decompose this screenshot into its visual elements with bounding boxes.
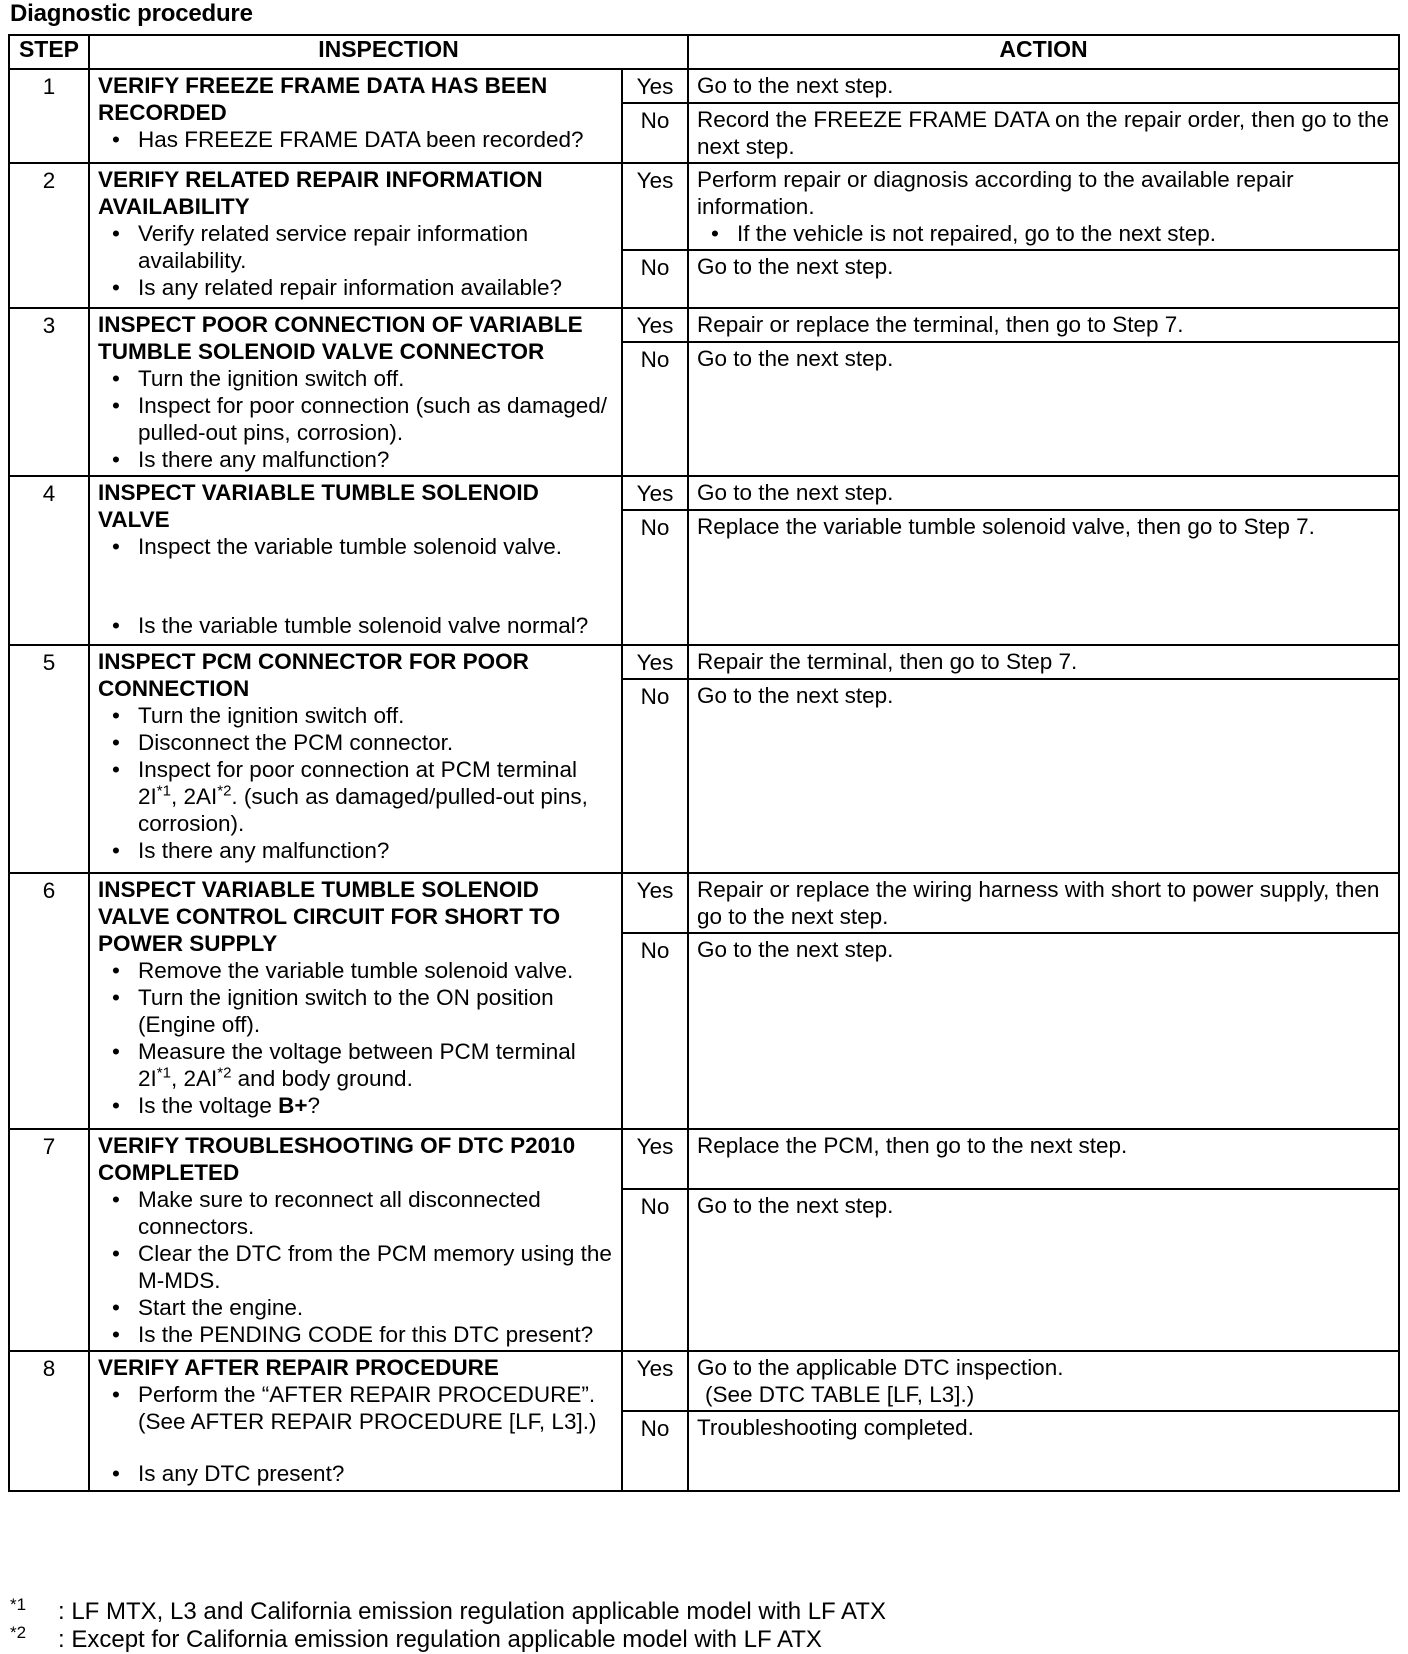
inspection-cell [89,163,622,308]
inspection-title: VERIFY AFTER REPAIR PROCEDURE [98,1355,499,1380]
yes-action-reference: (See DTC TABLE [LF, L3].) [705,1382,975,1407]
step-number: 8 [9,1351,89,1491]
inspection-cell [89,1351,622,1491]
yes-action: Replace the PCM, then go to the next step. [688,1129,1399,1189]
yes-label: Yes [622,1129,688,1189]
yes-action: Repair the terminal, then go to Step 7. [688,645,1399,679]
yes-label: Yes [622,1351,688,1411]
footnote-text: : LF MTX, L3 and California emission regulation applicable model with LF ATX [58,1598,886,1625]
step-number: 2 [9,163,89,308]
inspection-title: VERIFY FREEZE FRAME DATA HAS BEEN RECORDED [98,73,548,125]
step-number: 4 [9,476,89,645]
no-action: Go to the next step. [688,342,1399,476]
inspection-title: VERIFY RELATED REPAIR INFORMATION AVAILABILITY [98,167,543,219]
header-step: STEP [9,35,89,69]
inspection-item: • Is any related repair information available? [98,274,615,301]
inspection-item: • Inspect for poor connection at PCM terminal $2I^{*1}$, 2AI$^{*2}$. (such as damaged/pulled-out pins, corrosion). [98,756,615,837]
inspection-item: • Is the voltage B+? [98,1092,615,1119]
inspection-item: • Turn the ignition switch to the ON position (Engine off). [98,984,615,1038]
inspection-item: • Turn the ignition switch off. [98,365,615,392]
inspection-item: • Is the variable tumble solenoid valve normal? [98,612,615,639]
table-row [9,1129,1399,1189]
header-action: ACTION [688,35,1399,69]
yes-action: Go to the next step. [688,476,1399,510]
page-title: Diagnostic procedure [10,0,253,27]
footnote [10,1623,822,1654]
step-number: 5 [9,645,89,873]
inspection-cell [89,476,622,645]
no-label: No [622,342,688,476]
no-label: No [622,1411,688,1491]
table-row [9,645,1399,679]
inspection-reference: (See AFTER REPAIR PROCEDURE [LF, L3].) [138,1409,597,1434]
table-row [9,1351,1399,1411]
diagnostic-table [8,34,1400,1492]
inspection-cell [89,645,622,873]
no-action: Replace the variable tumble solenoid valve, then go to Step 7. [688,510,1399,645]
inspection-cell [89,69,622,163]
inspection-title: INSPECT VARIABLE TUMBLE SOLENOID VALVE CONTROL CIRCUIT FOR SHORT TO POWER SUPPLY [98,877,561,956]
yes-label: Yes [622,69,688,103]
header-inspection: INSPECTION [89,35,688,69]
inspection-item: • Verify related service repair information availability. [98,220,615,274]
no-action: Go to the next step. [688,933,1399,1129]
yes-action-bullet: • If the vehicle is not repaired, go to the next step. [697,220,1392,247]
inspection-item: • Clear the DTC from the PCM memory using the M-MDS. [98,1240,615,1294]
step-number: 1 [9,69,89,163]
table-row [9,163,1399,250]
no-action: Go to the next step. [688,1189,1399,1351]
inspection-title: INSPECT VARIABLE TUMBLE SOLENOID VALVE [98,480,539,532]
yes-action-text: Perform repair or diagnosis according to the available repair information. [697,167,1294,219]
inspection-title: VERIFY TROUBLESHOOTING OF DTC P2010 COMPLETED [98,1133,576,1185]
table-row [9,873,1399,933]
inspection-item: • Start the engine. [98,1294,615,1321]
inspection-item: • Disconnect the PCM connector. [98,729,615,756]
yes-label: Yes [622,873,688,933]
inspection-item: • Inspect the variable tumble solenoid valve. [98,533,615,560]
footnote-mark: *1 [10,1595,27,1614]
inspection-item: • Is the PENDING CODE for this DTC present? [98,1321,615,1348]
no-label: No [622,1189,688,1351]
step-number: 6 [9,873,89,1129]
inspection-item: • Is there any malfunction? [98,837,615,864]
yes-action-text: Go to the applicable DTC inspection. [697,1355,1064,1380]
inspection-item: • Make sure to reconnect all disconnected connectors. [98,1186,615,1240]
table-row [9,69,1399,103]
inspection-cell [89,308,622,476]
inspection-title: INSPECT POOR CONNECTION OF VARIABLE TUMBLE SOLENOID VALVE CONNECTOR [98,312,583,364]
table-row [9,476,1399,510]
inspection-item: • Remove the variable tumble solenoid valve. [98,957,615,984]
yes-label: Yes [622,645,688,679]
no-action: Go to the next step. [688,250,1399,308]
yes-action: Go to the next step. [688,69,1399,103]
no-action: Troubleshooting completed. [688,1411,1399,1491]
no-label: No [622,103,688,163]
no-action: Record the FREEZE FRAME DATA on the repair order, then go to the next step. [688,103,1399,163]
step-number: 3 [9,308,89,476]
inspection-title: INSPECT PCM CONNECTOR FOR POOR CONNECTION [98,649,529,701]
no-label: No [622,679,688,873]
no-label: No [622,510,688,645]
footnote [10,1595,886,1626]
footnote-text: : Except for California emission regulation applicable model with LF ATX [58,1626,822,1653]
inspection-item: • Turn the ignition switch off. [98,702,615,729]
step-number: 7 [9,1129,89,1351]
inspection-item: • Measure the voltage between PCM terminal $2I^{*1}$, 2AI$^{*2}$ and body ground. [98,1038,615,1092]
yes-action: Repair or replace the terminal, then go to Step 7. [688,308,1399,342]
inspection-cell [89,1129,622,1351]
yes-label: Yes [622,163,688,250]
inspection-item: • Is there any malfunction? [98,446,615,473]
yes-label: Yes [622,476,688,510]
yes-action [688,163,1399,250]
inspection-item: • Is any DTC present? [98,1460,615,1487]
yes-action: Repair or replace the wiring harness with short to power supply, then go to the next step. [688,873,1399,933]
no-action: Go to the next step. [688,679,1399,873]
inspection-cell [89,873,622,1129]
yes-label: Yes [622,308,688,342]
table-header-row [9,35,1399,69]
table-row [9,308,1399,342]
inspection-item: • Inspect for poor connection (such as damaged/ pulled-out pins, corrosion). [98,392,615,446]
no-label: No [622,250,688,308]
footnote-mark: *2 [10,1623,27,1642]
inspection-item: • Has FREEZE FRAME DATA been recorded? [98,126,615,153]
yes-action [688,1351,1399,1411]
no-label: No [622,933,688,1129]
inspection-item: • Perform the “AFTER REPAIR PROCEDURE”. [98,1381,615,1408]
